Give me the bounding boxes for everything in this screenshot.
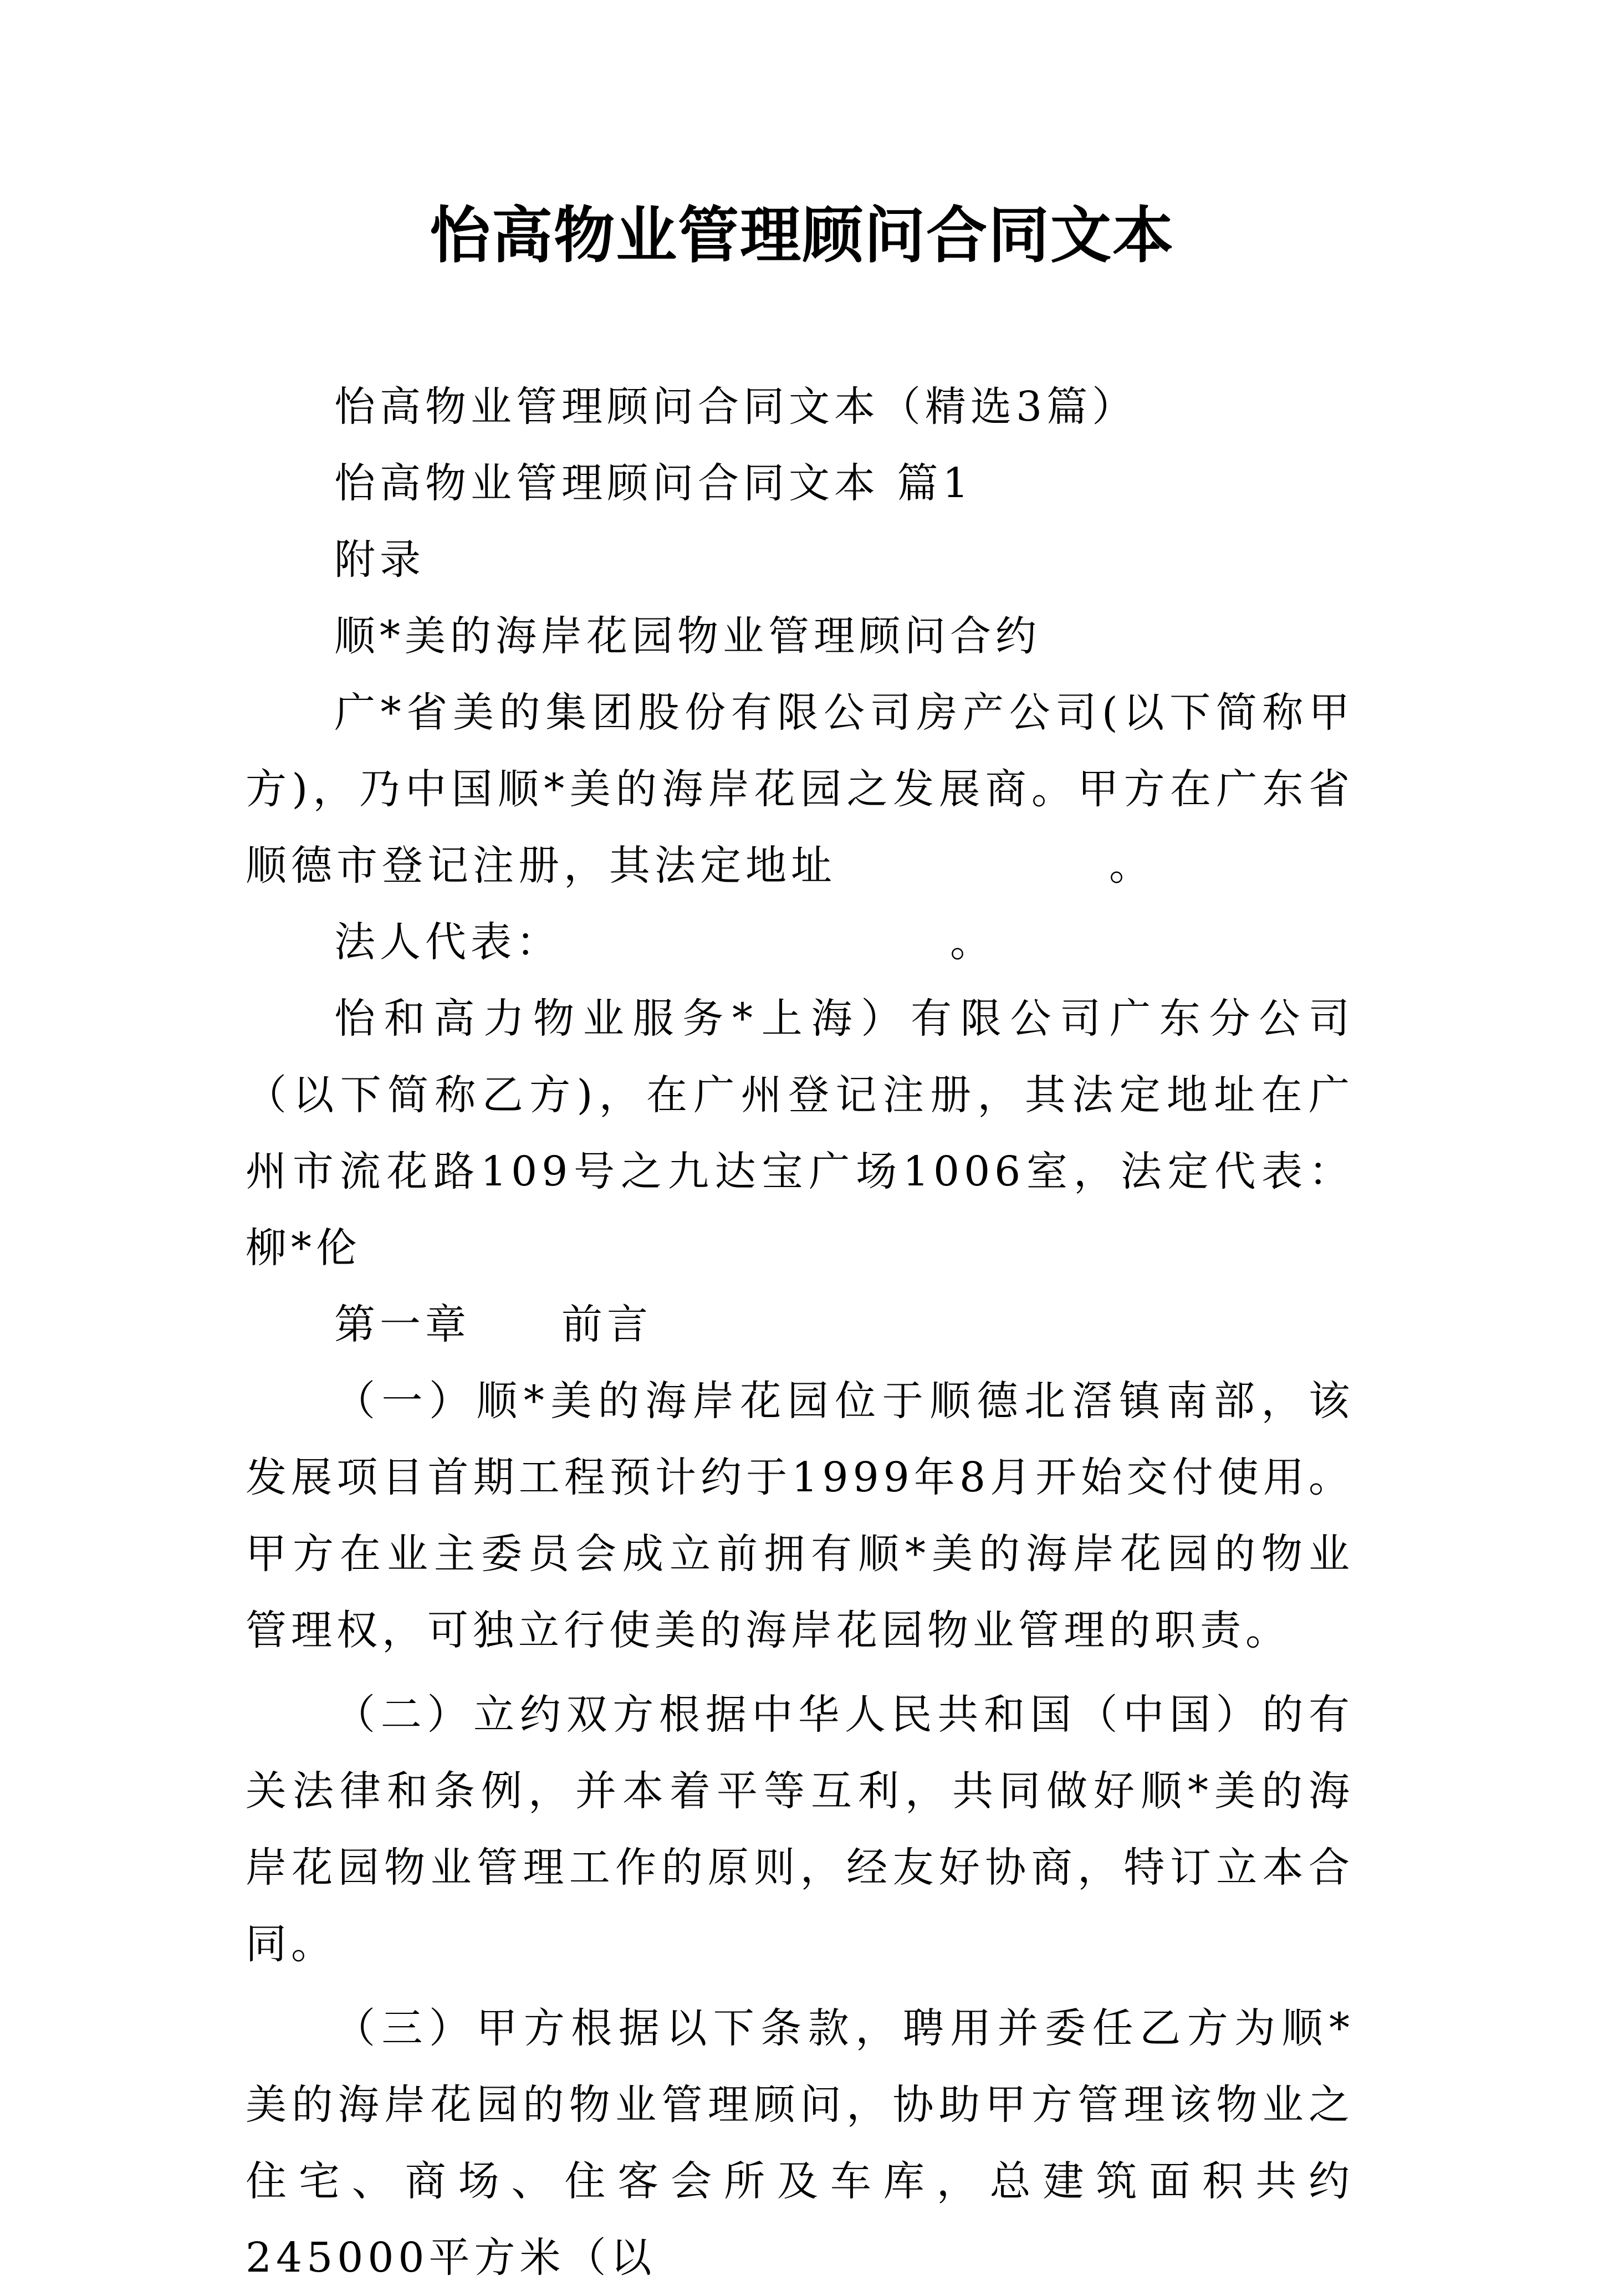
paragraph-clause-2: （二）立约双方根据中华人民共和国（中国）的有关法律和条例，并本着平等互利，共同做好顺*美的海岸花园物业管理工作的原则，经友好协商，特订立本合同。 bbox=[246, 1691, 1354, 1968]
paragraph-party-a: 广*省美的集团股份有限公司房产公司(以下简称甲方)，乃中国顺*美的海岸花园之发展商。甲方在广东省顺德市登记注册，其法定地址 。 bbox=[246, 689, 1354, 889]
paragraph-subtitle: 怡高物业管理顾问合同文本（精选3篇） bbox=[334, 383, 1138, 431]
paragraph-contract-name: 顺*美的海岸花园物业管理顾问合约 bbox=[334, 612, 1041, 660]
paragraph-clause-3: （三）甲方根据以下条款，聘用并委任乙方为顺*美的海岸花园的物业管理顾问，协助甲方管理该物业之住宅、商场、住客会所及车库，总建筑面积共约245000平方米（以 bbox=[246, 2004, 1354, 2282]
paragraph-chapter-one: 第一章 前言 bbox=[334, 1301, 652, 1348]
document-body bbox=[246, 369, 1354, 2296]
paragraph-party-b: 怡和高力物业服务*上海）有限公司广东分公司（以下简称乙方)，在广州登记注册，其法定地址在广州市流花路109号之九达宝广场1006室，法定代表：柳*伦 bbox=[246, 995, 1354, 1272]
paragraph-legal-rep: 法人代表： 。 bbox=[334, 918, 995, 966]
paragraph-section-heading: 怡高物业管理顾问合同文本 篇1 bbox=[334, 459, 973, 507]
paragraph-clause-1: （一）顺*美的海岸花园位于顺德北滘镇南部，该发展项目首期工程预计约于1999年8月开始交付使用。甲方在业主委员会成立前拥有顺*美的海岸花园的物业管理权，可独立行使美的海岸花园物业管理的职责。 bbox=[246, 1377, 1354, 1654]
document-title: 怡高物业管理顾问合同文本 bbox=[430, 200, 1174, 271]
paragraph-appendix: 附录 bbox=[334, 536, 425, 584]
